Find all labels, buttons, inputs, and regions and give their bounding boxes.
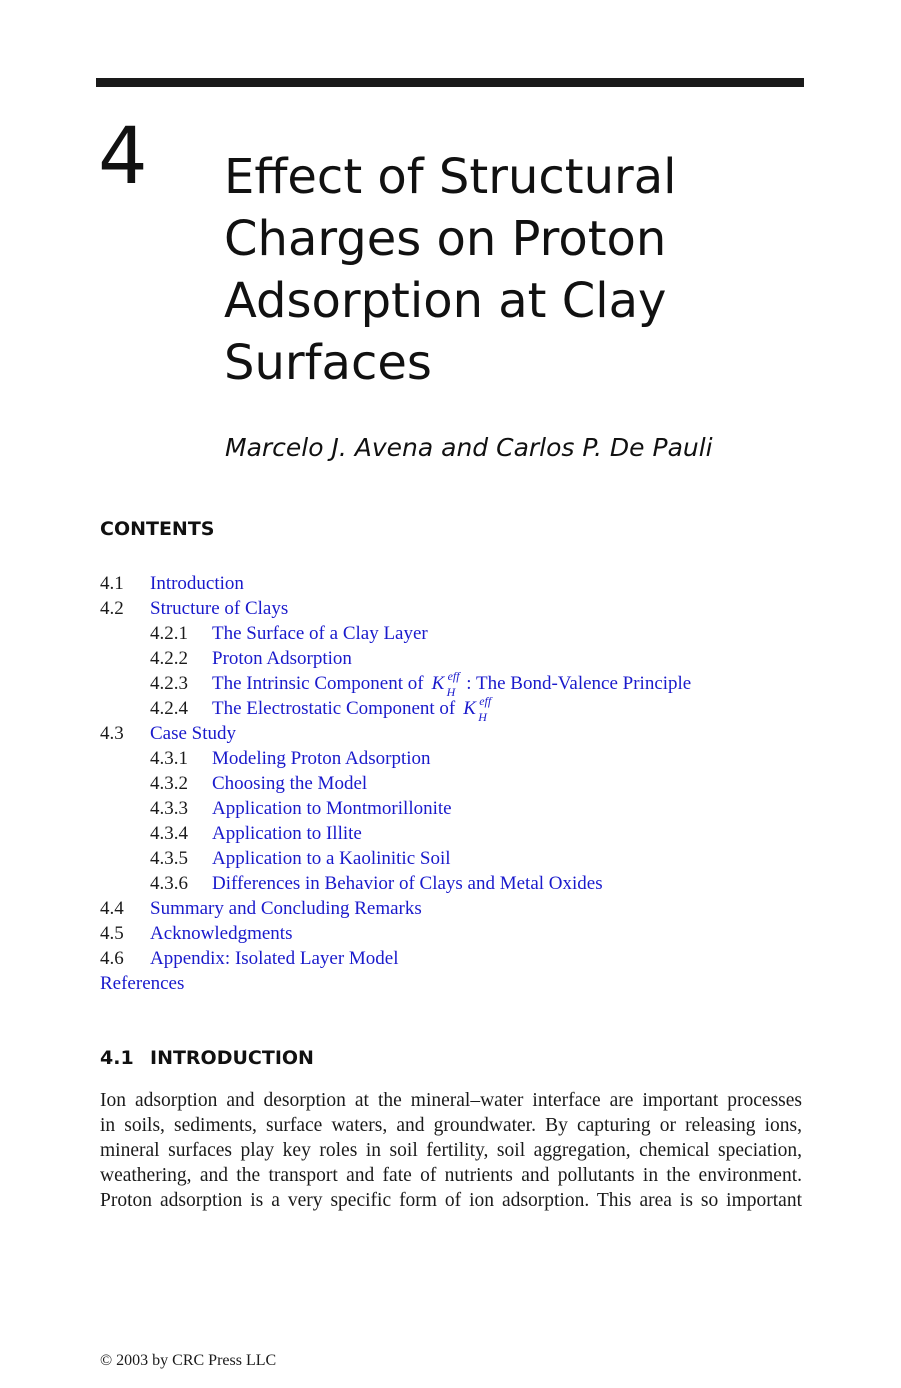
toc-item-number: 4.3.4 bbox=[150, 823, 188, 844]
toc-item-number: 4.3.1 bbox=[150, 748, 188, 769]
toc-item-case-study bbox=[100, 721, 691, 746]
math-subscript: H bbox=[446, 685, 456, 699]
toc-link-text: The Intrinsic Component of bbox=[212, 673, 424, 694]
contents-heading: CONTENTS bbox=[100, 518, 215, 540]
math-superscript: eff bbox=[447, 669, 460, 683]
section-number: 4.1 bbox=[100, 1047, 134, 1069]
toc-item-surface-of-clay-layer bbox=[100, 621, 691, 646]
toc-link-text-after: : The Bond-Valence Principle bbox=[466, 673, 692, 694]
toc-item-number: 4.3 bbox=[100, 723, 124, 744]
toc-item-references bbox=[100, 971, 691, 996]
toc-item-number: 4.3.6 bbox=[150, 873, 188, 894]
paragraph-line: weathering, and the transport and fate of nutrients and pollutants in the environment. bbox=[100, 1165, 802, 1186]
toc-link-text: The Electrostatic Component of bbox=[212, 698, 456, 719]
toc-item-electrostatic-component bbox=[100, 694, 691, 724]
toc-item-number: 4.2 bbox=[100, 598, 124, 619]
paragraph-line: Ion adsorption and desorption at the mineral–water interface are important processes bbox=[100, 1090, 802, 1111]
toc-link-structure-of-clays[interactable]: Structure of Clays bbox=[150, 598, 289, 619]
toc-link-montmorillonite[interactable]: Application to Montmorillonite bbox=[212, 798, 452, 819]
math-base: K bbox=[431, 673, 445, 694]
toc-item-number: 4.3.3 bbox=[150, 798, 188, 819]
chapter-number: 4 bbox=[98, 112, 148, 202]
toc-link-proton-adsorption[interactable]: Proton Adsorption bbox=[212, 648, 352, 669]
toc-item-number: 4.2.3 bbox=[150, 673, 188, 694]
toc-item-kaolinitic-soil bbox=[100, 846, 691, 871]
toc-link-intrinsic-component[interactable] bbox=[212, 669, 692, 699]
toc-item-number: 4.3.5 bbox=[150, 848, 188, 869]
chapter-title bbox=[224, 146, 676, 394]
chapter-authors: Marcelo J. Avena and Carlos P. De Pauli bbox=[225, 433, 713, 462]
toc-item-number: 4.5 bbox=[100, 923, 124, 944]
toc-item-appendix bbox=[100, 946, 691, 971]
math-base: K bbox=[463, 698, 476, 719]
toc-item-montmorillonite bbox=[100, 796, 691, 821]
k-eff-h-symbol bbox=[431, 669, 460, 699]
paragraph-line: mineral surfaces play key roles in soil fertility, soil aggregation, chemical speciation, bbox=[100, 1140, 802, 1161]
chapter-title-line: Surfaces bbox=[224, 335, 432, 391]
toc-link-references[interactable]: References bbox=[100, 973, 185, 994]
toc-item-clays-vs-metal-oxides bbox=[100, 871, 691, 896]
chapter-top-rule bbox=[96, 78, 804, 87]
math-superscript: eff bbox=[479, 694, 492, 708]
toc-link-clays-vs-metal-oxides[interactable]: Differences in Behavior of Clays and Metal Oxides bbox=[212, 873, 603, 894]
chapter-title-line: Effect of Structural bbox=[224, 149, 677, 205]
toc-link-choosing-the-model[interactable]: Choosing the Model bbox=[212, 773, 368, 794]
chapter-title-line: Adsorption at Clay bbox=[224, 273, 667, 329]
toc-item-number: 4.2.2 bbox=[150, 648, 188, 669]
toc-item-number: 4.3.2 bbox=[150, 773, 188, 794]
toc-item-number: 4.4 bbox=[100, 898, 124, 919]
math-subscript: H bbox=[478, 710, 487, 724]
toc-item-number: 4.2.4 bbox=[150, 698, 188, 719]
section-title: INTRODUCTION bbox=[150, 1047, 314, 1069]
toc-link-illite[interactable]: Application to Illite bbox=[212, 823, 362, 844]
toc-item-number: 4.1 bbox=[100, 573, 124, 594]
toc-link-case-study[interactable]: Case Study bbox=[150, 723, 237, 744]
table-of-contents bbox=[100, 571, 691, 996]
toc-link-acknowledgments[interactable]: Acknowledgments bbox=[150, 923, 293, 944]
toc-link-introduction[interactable]: Introduction bbox=[150, 573, 244, 594]
toc-item-illite bbox=[100, 821, 691, 846]
toc-item-intrinsic-component bbox=[100, 669, 692, 699]
toc-link-summary[interactable]: Summary and Concluding Remarks bbox=[150, 898, 422, 919]
toc-item-choosing-the-model bbox=[100, 771, 691, 796]
toc-link-modeling-proton-adsorption[interactable]: Modeling Proton Adsorption bbox=[212, 748, 431, 769]
toc-item-proton-adsorption bbox=[100, 646, 691, 671]
toc-item-number: 4.2.1 bbox=[150, 623, 188, 644]
chapter-title-line: Charges on Proton bbox=[224, 211, 667, 267]
section-heading bbox=[100, 1047, 314, 1069]
toc-item-number: 4.6 bbox=[100, 948, 124, 969]
paragraph-line: Proton adsorption is a very specific form of ion adsorption. This area is so important bbox=[100, 1190, 802, 1211]
toc-item-summary bbox=[100, 896, 691, 921]
toc-link-appendix[interactable]: Appendix: Isolated Layer Model bbox=[150, 948, 399, 969]
toc-item-introduction bbox=[100, 571, 691, 596]
toc-item-acknowledgments bbox=[100, 921, 691, 946]
toc-link-kaolinitic-soil[interactable]: Application to a Kaolinitic Soil bbox=[212, 848, 451, 869]
paragraph-line: in soils, sediments, surface waters, and groundwater. By capturing or releasing ions, bbox=[100, 1115, 802, 1136]
toc-item-structure-of-clays bbox=[100, 596, 691, 621]
toc-link-surface-of-clay-layer[interactable]: The Surface of a Clay Layer bbox=[212, 623, 428, 644]
section-body-paragraph bbox=[100, 1088, 802, 1213]
k-eff-h-symbol bbox=[463, 694, 492, 724]
copyright-footer: © 2003 by CRC Press LLC bbox=[100, 1352, 277, 1369]
toc-item-modeling-proton-adsorption bbox=[100, 746, 691, 771]
